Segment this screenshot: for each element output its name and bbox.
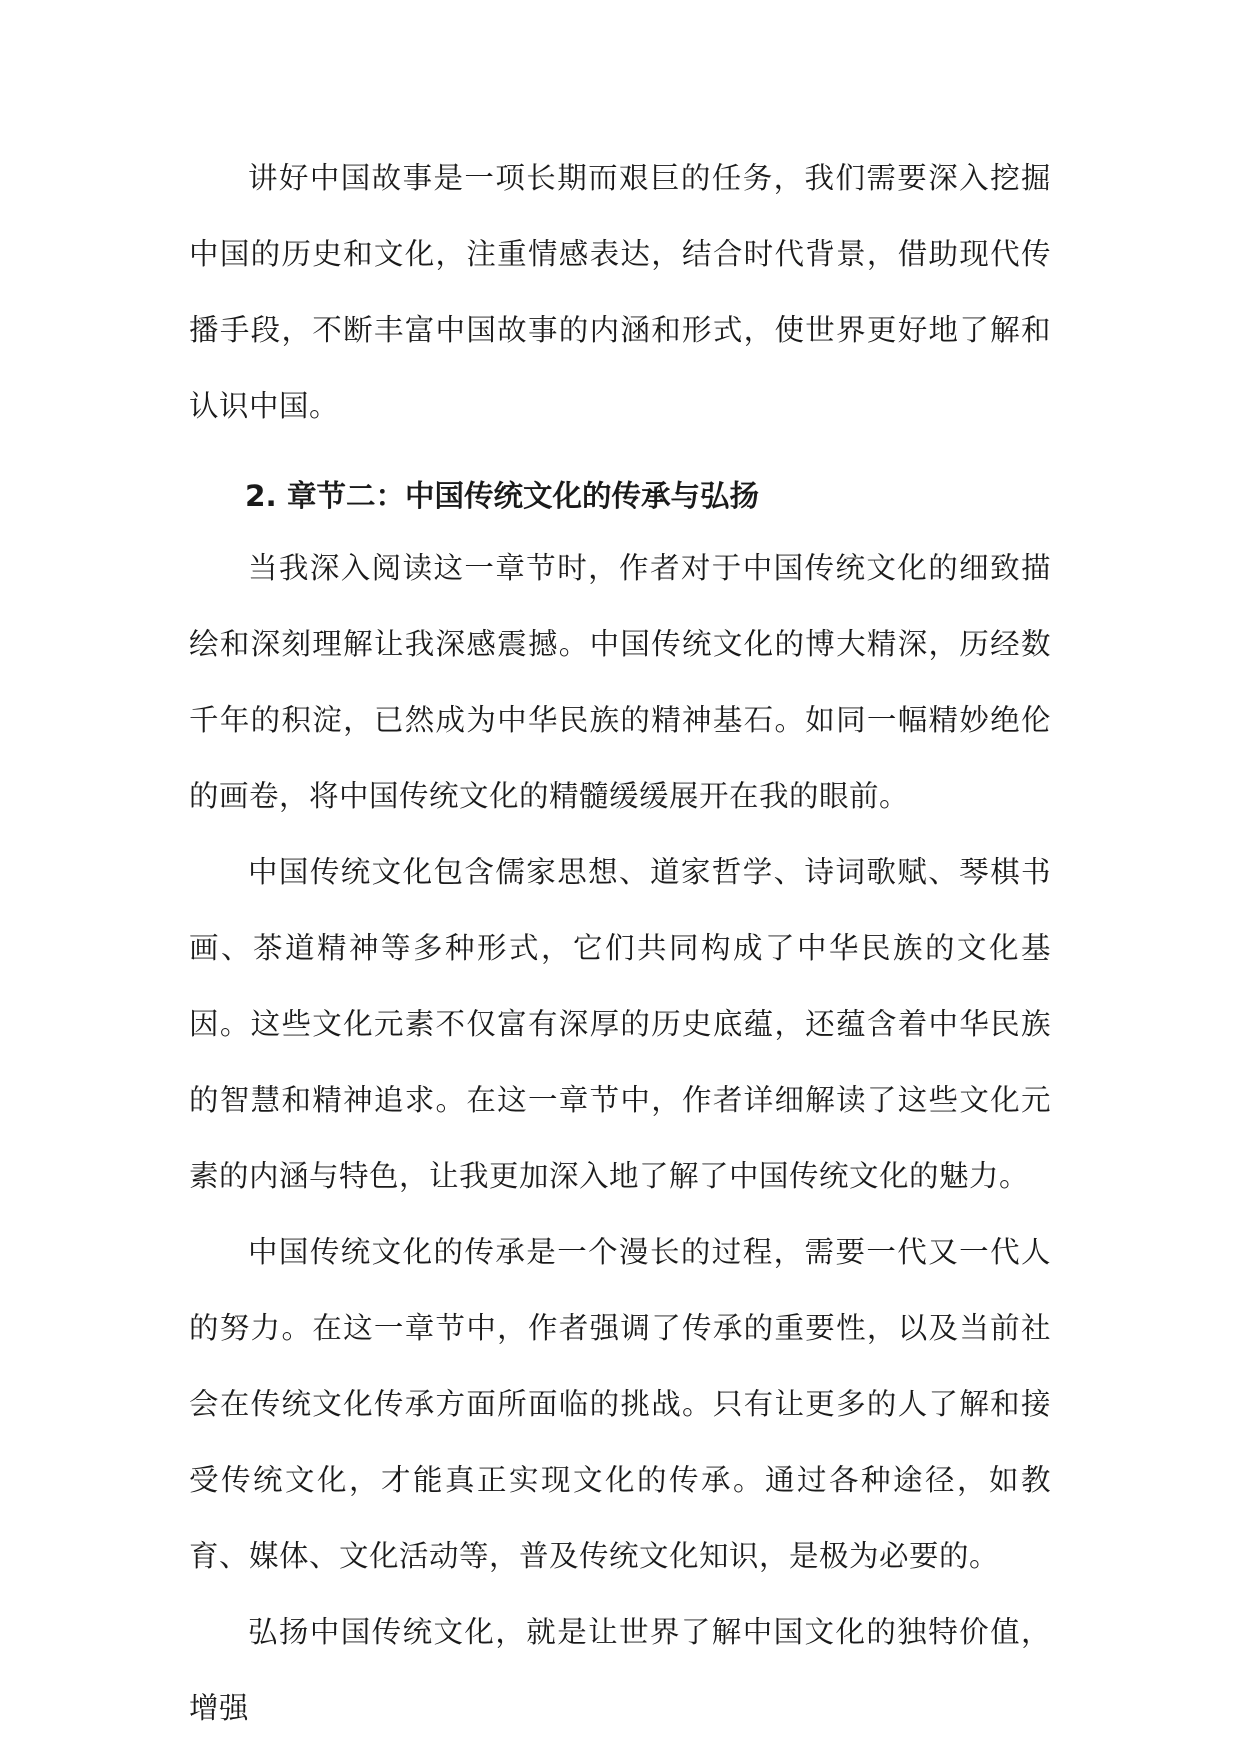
paragraph-intro: 讲好中国故事是一项长期而艰巨的任务，我们需要深入挖掘中国的历史和文化，注重情感表达，结合时代背景，借助现代传播手段，不断丰富中国故事的内涵和形式，使世界更好地了解和认识中国。 bbox=[189, 161, 1051, 423]
paragraph-4: 弘扬中国传统文化，就是让世界了解中国文化的独特价值，增强 bbox=[189, 1615, 1051, 1725]
paragraph-3: 中国传统文化的传承是一个漫长的过程，需要一代又一代人的努力。在这一章节中，作者强调了传承的重要性，以及当前社会在传统文化传承方面所面临的挑战。只有让更多的人了解和接受传统文化，才能真正实现文化的传承。通过各种途径，如教育、媒体、文化活动等，普及传统文化知识，是极为必要的。 bbox=[189, 1235, 1051, 1573]
section-heading: 2. 章节二：中国传统文化的传承与弘扬 bbox=[245, 479, 760, 513]
paragraph-1: 当我深入阅读这一章节时，作者对于中国传统文化的细致描绘和深刻理解让我深感震撼。中国传统文化的博大精深，历经数千年的积淀，已然成为中华民族的精神基石。如同一幅精妙绝伦的画卷，将中国传统文化的精髓缓缓展开在我的眼前。 bbox=[189, 551, 1051, 813]
document-body bbox=[189, 140, 1051, 1746]
paragraph-2: 中国传统文化包含儒家思想、道家哲学、诗词歌赋、琴棋书画、茶道精神等多种形式，它们共同构成了中华民族的文化基因。这些文化元素不仅富有深厚的历史底蕴，还蕴含着中华民族的智慧和精神追求。在这一章节中，作者详细解读了这些文化元素的内涵与特色，让我更加深入地了解了中国传统文化的魅力。 bbox=[189, 855, 1051, 1193]
